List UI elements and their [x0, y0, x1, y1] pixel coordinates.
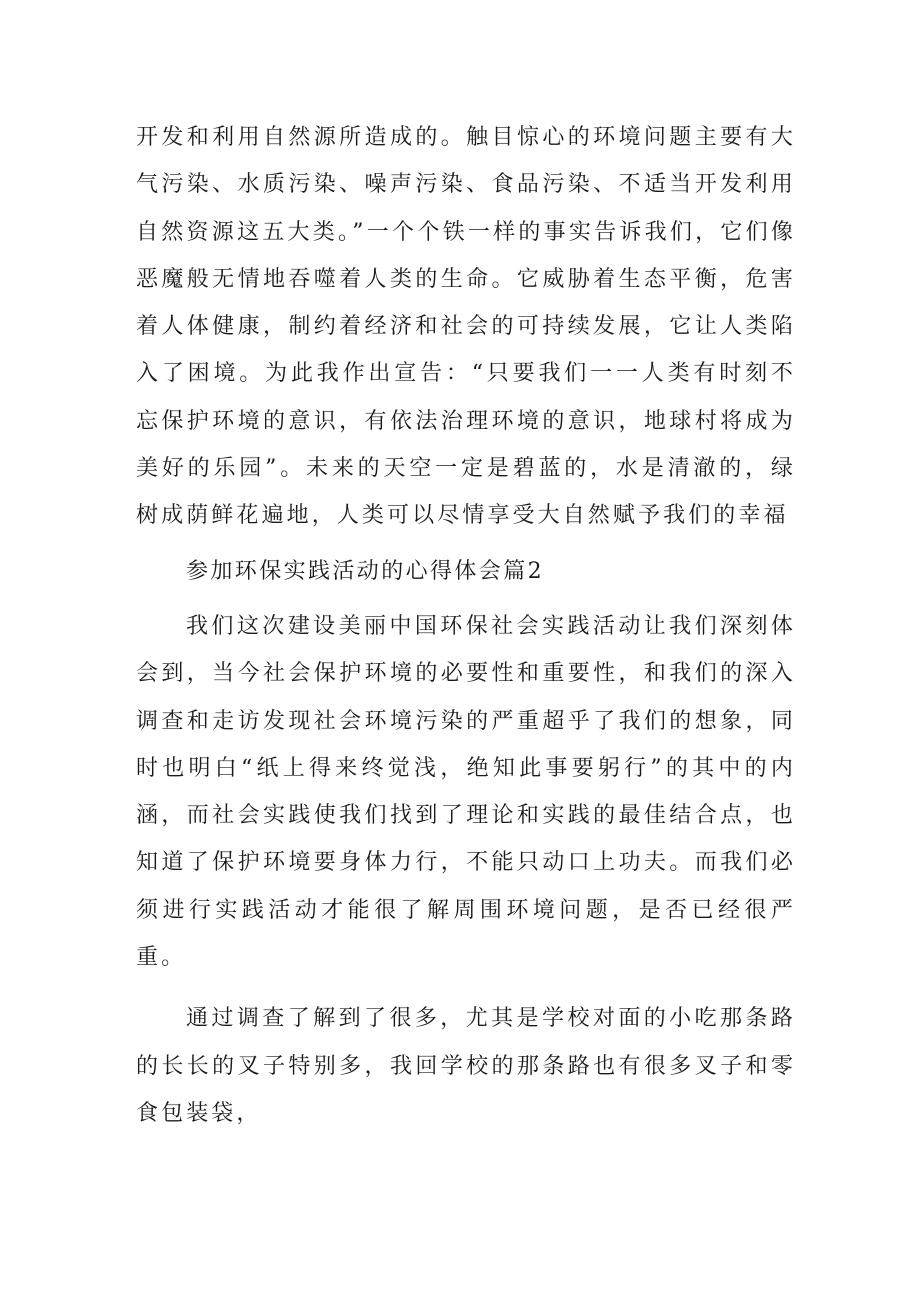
- paragraph-body-1: 我们这次建设美丽中国环保社会实践活动让我们深刻体会到，当今社会保护环境的必要性和重要性，和我们的深入调查和走访发现社会环境污染的严重超乎了我们的想象，同时也明白“纸上得来终觉浅，绝知此事要躬行”的其中的内涵，而社会实践使我们找到了理论和实践的最佳结合点，也知道了保护环境要身体力行，不能只动口上功夫。而我们必须进行实践活动才能很了解周围环境问题，是否已经很严重。: [136, 613, 796, 971]
- paragraph-continuation: 开发和利用自然源所造成的。触目惊心的环境问题主要有大气污染、水质污染、噪声污染、食品污染、不适当开发利用自然资源这五大类。”一个个铁一样的事实告诉我们，它们像恶魔般无情地吞噬着人类的生命。它威胁着生态平衡，危害着人体健康，制约着经济和社会的可持续发展，它让人类陷入了困境。为此我作出宣告：“只要我们一一人类有时刻不忘保护环境的意识，有依法治理环境的意识，地球村将成为美好的乐园”。未来的天空一定是碧蓝的，水是清澈的，绿树成荫鲜花遍地，人类可以尽情享受大自然赋予我们的幸福: [136, 125, 796, 529]
- document-body: [136, 114, 796, 1137]
- section-heading: 参加环保实践活动的心得体会篇2: [186, 558, 544, 584]
- paragraph-body-2: 通过调查了解到了很多，尤其是学校对面的小吃那条路的长长的叉子特别多，我回学校的那条路也有很多叉子和零食包装袋，: [136, 1006, 796, 1126]
